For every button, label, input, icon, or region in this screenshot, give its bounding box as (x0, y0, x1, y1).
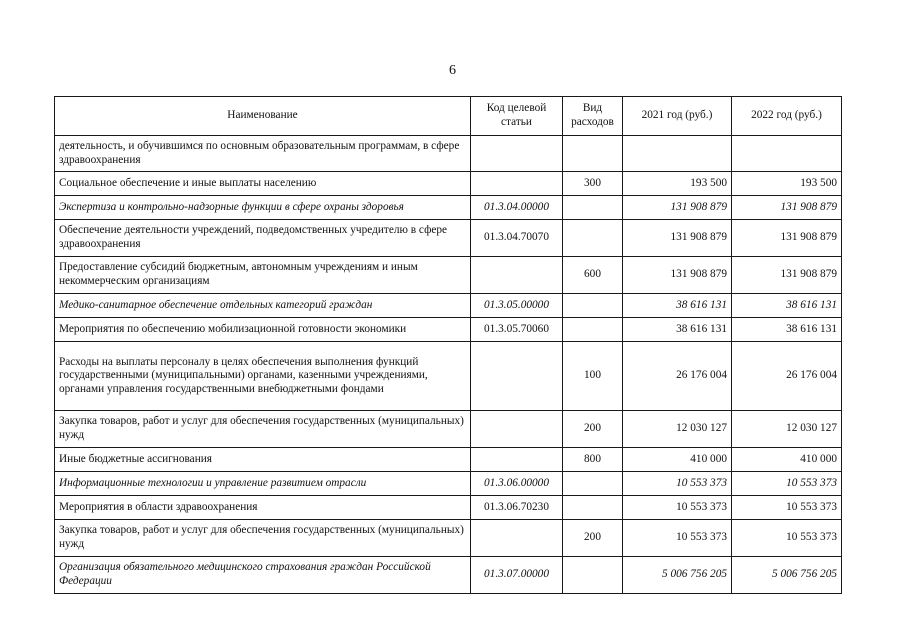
cell-expense-type: 800 (563, 448, 623, 472)
cell-2022: 10 553 373 (732, 472, 842, 496)
cell-expense-type (563, 318, 623, 342)
table-row (55, 472, 842, 496)
header-code: Код целевой статьи (471, 97, 563, 136)
cell-expense-type (563, 294, 623, 318)
cell-name: Социальное обеспечение и иные выплаты населению (55, 172, 471, 196)
cell-2021: 38 616 131 (623, 318, 732, 342)
table-row (55, 196, 842, 220)
cell-expense-type: 600 (563, 257, 623, 294)
cell-name: Расходы на выплаты персоналу в целях обеспечения выполнения функций государственными (муниципальными) органами, казенными учреждениями, органами управления государственными внебюджетными фондами (55, 342, 471, 411)
budget-table (54, 96, 842, 594)
cell-expense-type (563, 496, 623, 520)
cell-code: 01.3.06.00000 (471, 472, 563, 496)
cell-2022: 10 553 373 (732, 496, 842, 520)
cell-name: Мероприятия по обеспечению мобилизационной готовности экономики (55, 318, 471, 342)
cell-2022: 12 030 127 (732, 411, 842, 448)
cell-name: Медико-санитарное обеспечение отдельных категорий граждан (55, 294, 471, 318)
cell-name: Обеспечение деятельности учреждений, подведомственных учредителю в сфере здравоохранения (55, 220, 471, 257)
cell-2021: 10 553 373 (623, 472, 732, 496)
cell-code: 01.3.06.70230 (471, 496, 563, 520)
table-row (55, 136, 842, 172)
cell-2021: 38 616 131 (623, 294, 732, 318)
cell-expense-type: 200 (563, 520, 623, 557)
cell-2022: 38 616 131 (732, 318, 842, 342)
cell-2022: 131 908 879 (732, 220, 842, 257)
cell-expense-type (563, 220, 623, 257)
cell-expense-type (563, 196, 623, 220)
cell-expense-type: 300 (563, 172, 623, 196)
cell-2022: 131 908 879 (732, 257, 842, 294)
table-body (55, 136, 842, 594)
cell-2021: 131 908 879 (623, 196, 732, 220)
cell-2021: 5 006 756 205 (623, 557, 732, 594)
cell-2021: 26 176 004 (623, 342, 732, 411)
cell-2021 (623, 136, 732, 172)
cell-code (471, 257, 563, 294)
page-number: 6 (449, 63, 456, 78)
header-expense-type: Вид расходов (563, 97, 623, 136)
table-row (55, 257, 842, 294)
cell-2022: 410 000 (732, 448, 842, 472)
header-row (55, 97, 842, 136)
table-header (55, 97, 842, 136)
cell-2021: 10 553 373 (623, 496, 732, 520)
table-row (55, 220, 842, 257)
cell-expense-type (563, 472, 623, 496)
cell-name: Закупка товаров, работ и услуг для обеспечения государственных (муниципальных) нужд (55, 411, 471, 448)
table-row (55, 496, 842, 520)
cell-expense-type (563, 557, 623, 594)
cell-code: 01.3.04.70070 (471, 220, 563, 257)
cell-2022: 38 616 131 (732, 294, 842, 318)
cell-2022: 193 500 (732, 172, 842, 196)
cell-name: Предоставление субсидий бюджетным, автономным учреждениям и иным некоммерческим организациям (55, 257, 471, 294)
cell-code (471, 136, 563, 172)
header-2022: 2022 год (руб.) (732, 97, 842, 136)
table-row (55, 318, 842, 342)
cell-2022: 10 553 373 (732, 520, 842, 557)
cell-2022 (732, 136, 842, 172)
cell-2022: 131 908 879 (732, 196, 842, 220)
cell-name: Иные бюджетные ассигнования (55, 448, 471, 472)
cell-2021: 410 000 (623, 448, 732, 472)
cell-name: Информационные технологии и управление развитием отрасли (55, 472, 471, 496)
cell-code (471, 342, 563, 411)
cell-name: Экспертиза и контрольно-надзорные функции в сфере охраны здоровья (55, 196, 471, 220)
table-row (55, 342, 842, 411)
cell-expense-type: 100 (563, 342, 623, 411)
table-row (55, 411, 842, 448)
cell-code: 01.3.04.00000 (471, 196, 563, 220)
cell-2021: 193 500 (623, 172, 732, 196)
cell-name: Организация обязательного медицинского страхования граждан Российской Федерации (55, 557, 471, 594)
cell-2021: 10 553 373 (623, 520, 732, 557)
cell-code: 01.3.07.00000 (471, 557, 563, 594)
cell-2022: 5 006 756 205 (732, 557, 842, 594)
cell-code (471, 448, 563, 472)
table-row (55, 557, 842, 594)
cell-2021: 12 030 127 (623, 411, 732, 448)
cell-2021: 131 908 879 (623, 220, 732, 257)
cell-2021: 131 908 879 (623, 257, 732, 294)
header-name: Наименование (55, 97, 471, 136)
cell-name: Мероприятия в области здравоохранения (55, 496, 471, 520)
table-row (55, 172, 842, 196)
table-row (55, 448, 842, 472)
cell-code: 01.3.05.70060 (471, 318, 563, 342)
cell-code (471, 172, 563, 196)
table-row (55, 294, 842, 318)
cell-name: Закупка товаров, работ и услуг для обеспечения государственных (муниципальных) нужд (55, 520, 471, 557)
cell-code (471, 520, 563, 557)
cell-2022: 26 176 004 (732, 342, 842, 411)
header-2021: 2021 год (руб.) (623, 97, 732, 136)
cell-expense-type: 200 (563, 411, 623, 448)
table-row (55, 520, 842, 557)
cell-expense-type (563, 136, 623, 172)
cell-code (471, 411, 563, 448)
cell-code: 01.3.05.00000 (471, 294, 563, 318)
cell-name: деятельность, и обучившимся по основным образовательным программам, в сфере здравоохранения (55, 136, 471, 172)
